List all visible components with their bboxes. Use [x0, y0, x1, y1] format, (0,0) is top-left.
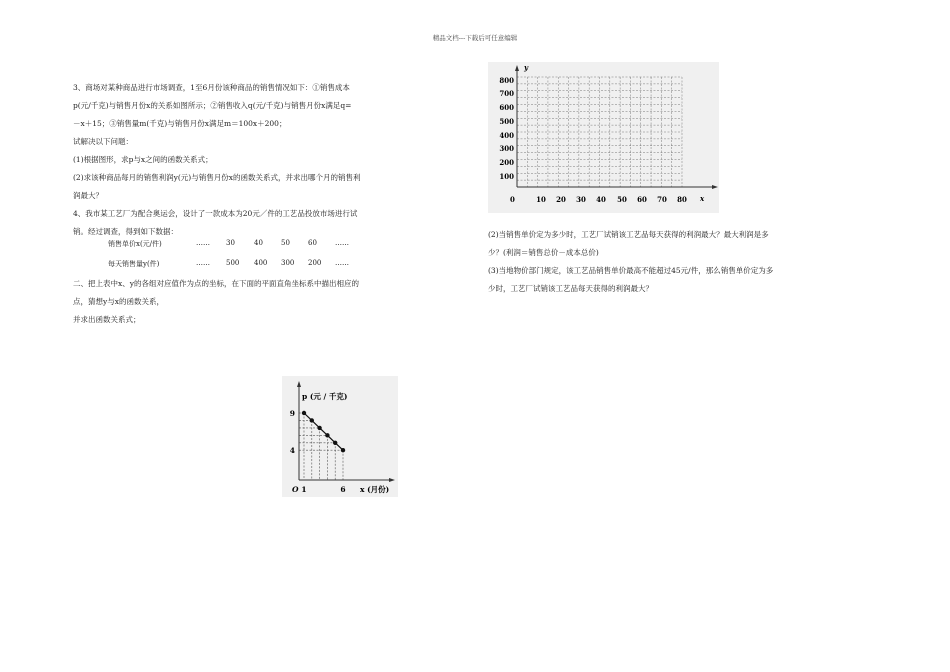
grid-x-tick-label: 20	[556, 195, 566, 204]
p-data-point	[302, 411, 306, 415]
table-cell: 500	[226, 259, 240, 267]
p-x-tick-label: 6	[340, 485, 346, 494]
q4-line-1: 4、我市某工艺厂为配合奥运会，设计了一款成本为20元／件的工艺品投放市场进行试	[73, 209, 358, 218]
q4b-line-2: 点，猜想y与x的函数关系，	[73, 297, 164, 306]
grid-x-tick-label: 30	[576, 195, 586, 204]
table-cell: 300	[281, 259, 295, 267]
table-row-sales	[108, 259, 408, 275]
r-line-3: (3)当地物价部门规定，该工艺品销售单价最高不能超过45元/件，那么销售单价定为多	[488, 266, 774, 275]
grid-y-tick-label: 800	[499, 76, 514, 85]
table-row-price	[108, 239, 408, 255]
grid-x-tick-label: 40	[596, 195, 606, 204]
q3-line-1: 3、商场对某种商品进行市场调查，1至6月份该种商品的销售情况如下：①销售成本	[73, 83, 350, 92]
r-line-1: (2)当销售单价定为多少时，工艺厂试销该工艺品每天获得的利润最大？最大利润是多	[488, 230, 769, 239]
grid-y-tick-label: 200	[499, 158, 514, 167]
grid-x-tick-label: 10	[536, 195, 546, 204]
p-data-point	[310, 418, 314, 422]
p-chart	[282, 376, 398, 497]
table-cell: 50	[281, 239, 290, 247]
table-cell: 200	[308, 259, 322, 267]
p-y-label: p (元 / 千克)	[302, 392, 348, 401]
table-cell: 60	[308, 239, 317, 247]
r-line-2: 少？(利润＝销售总价－成本总价)	[488, 248, 599, 257]
table-cell: 40	[254, 239, 263, 247]
row-label-price: 销售单价x(元/件)	[108, 240, 162, 248]
grid-x-tick-label: 60	[637, 195, 647, 204]
p-origin: O	[292, 485, 299, 494]
data-table	[108, 239, 408, 279]
grid-y-tick-label: 100	[499, 172, 514, 181]
q4-line-2: 销。经过调查，得到如下数据：	[73, 227, 178, 236]
p-data-point	[341, 448, 345, 452]
row-label-sales: 每天销售量y(件)	[108, 260, 160, 268]
p-data-point	[325, 433, 329, 437]
p-data-point	[333, 441, 337, 445]
q4b-line-3: 并求出函数关系式；	[73, 315, 141, 324]
r-line-4: 少时，工艺厂试销该工艺品每天获得的利润最大？	[488, 284, 653, 293]
q3-line-2: p(元/千克)与销售月份x的关系如图所示；②销售收入q(元/千克)与销售月份x满足q=	[73, 101, 352, 110]
grid-y-label: y	[524, 63, 529, 72]
p-x-label: x (月份)	[360, 485, 390, 494]
grid-y-tick-label: 300	[499, 144, 514, 153]
p-data-point	[317, 426, 321, 430]
table-cell: ……	[335, 239, 349, 247]
table-cell: ……	[196, 259, 210, 267]
q4b-line-1: 二、把上表中x、y的各组对应值作为点的坐标，在下面的平面直角坐标系中描出相应的	[73, 279, 359, 288]
q3-line-3: －x＋15；③销售量m(千克)与销售月份x满足m＝100x＋200；	[73, 119, 287, 128]
q3-line-4: 试解决以下问题：	[73, 137, 133, 146]
p-y-tick-label: 4	[289, 446, 295, 455]
grid-chart	[488, 62, 719, 213]
table-cell: 400	[254, 259, 268, 267]
q3-line-7: 润最大？	[73, 191, 103, 200]
page-header: 精品文档---下载后可任意编辑	[432, 34, 518, 42]
grid-chart-bg	[488, 62, 719, 213]
q3-line-6: (2)求该种商品每月的销售利润y(元)与销售月份x的函数关系式，并求出哪个月的销售利	[73, 173, 361, 182]
table-cell: 30	[226, 239, 235, 247]
p-y-tick-label: 9	[289, 409, 295, 418]
grid-x-tick-label: 70	[657, 195, 667, 204]
grid-x-tick-label: 50	[617, 195, 627, 204]
grid-origin: 0	[510, 195, 515, 204]
grid-x-tick-label: 80	[677, 195, 687, 204]
grid-y-tick-label: 500	[499, 117, 514, 126]
grid-y-tick-label: 700	[499, 89, 514, 98]
q3-line-5: (1)根据图形，求p与x之间的函数关系式；	[73, 155, 213, 164]
table-cell: ……	[196, 239, 210, 247]
grid-x-label: x	[700, 194, 705, 203]
table-cell: ……	[335, 259, 349, 267]
p-x-tick-label: 1	[301, 485, 307, 494]
grid-y-tick-label: 600	[499, 103, 514, 112]
grid-y-tick-label: 400	[499, 131, 514, 140]
